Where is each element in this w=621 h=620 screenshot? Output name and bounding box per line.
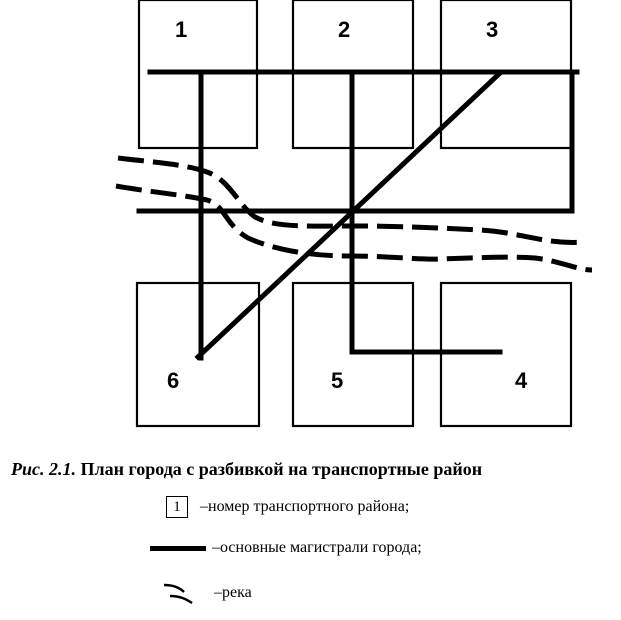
- legend-river-text: –река: [214, 584, 252, 601]
- legend-river-row: [150, 580, 252, 606]
- figure-label: Рис. 2.1.: [11, 459, 76, 479]
- legend-road-row: [150, 535, 422, 561]
- legend-district-row: [150, 494, 409, 520]
- district-number-2: 2: [338, 17, 351, 42]
- legend-road-line-icon: [150, 546, 206, 551]
- district-number-6: 6: [167, 368, 180, 393]
- legend-river-wave-icon: [160, 580, 204, 606]
- legend-road-text: –основные магистрали города;: [212, 539, 422, 556]
- legend-district-text: –номер транспортного района;: [200, 498, 410, 515]
- figure-title: План города с разбивкой на транспортные район: [76, 459, 483, 479]
- district-number-5: 5: [331, 368, 344, 393]
- district-number-3: 3: [486, 17, 499, 42]
- district-number-1: 1: [175, 17, 188, 42]
- district-number-4: 4: [515, 368, 528, 393]
- legend-district-box: 1: [166, 496, 188, 518]
